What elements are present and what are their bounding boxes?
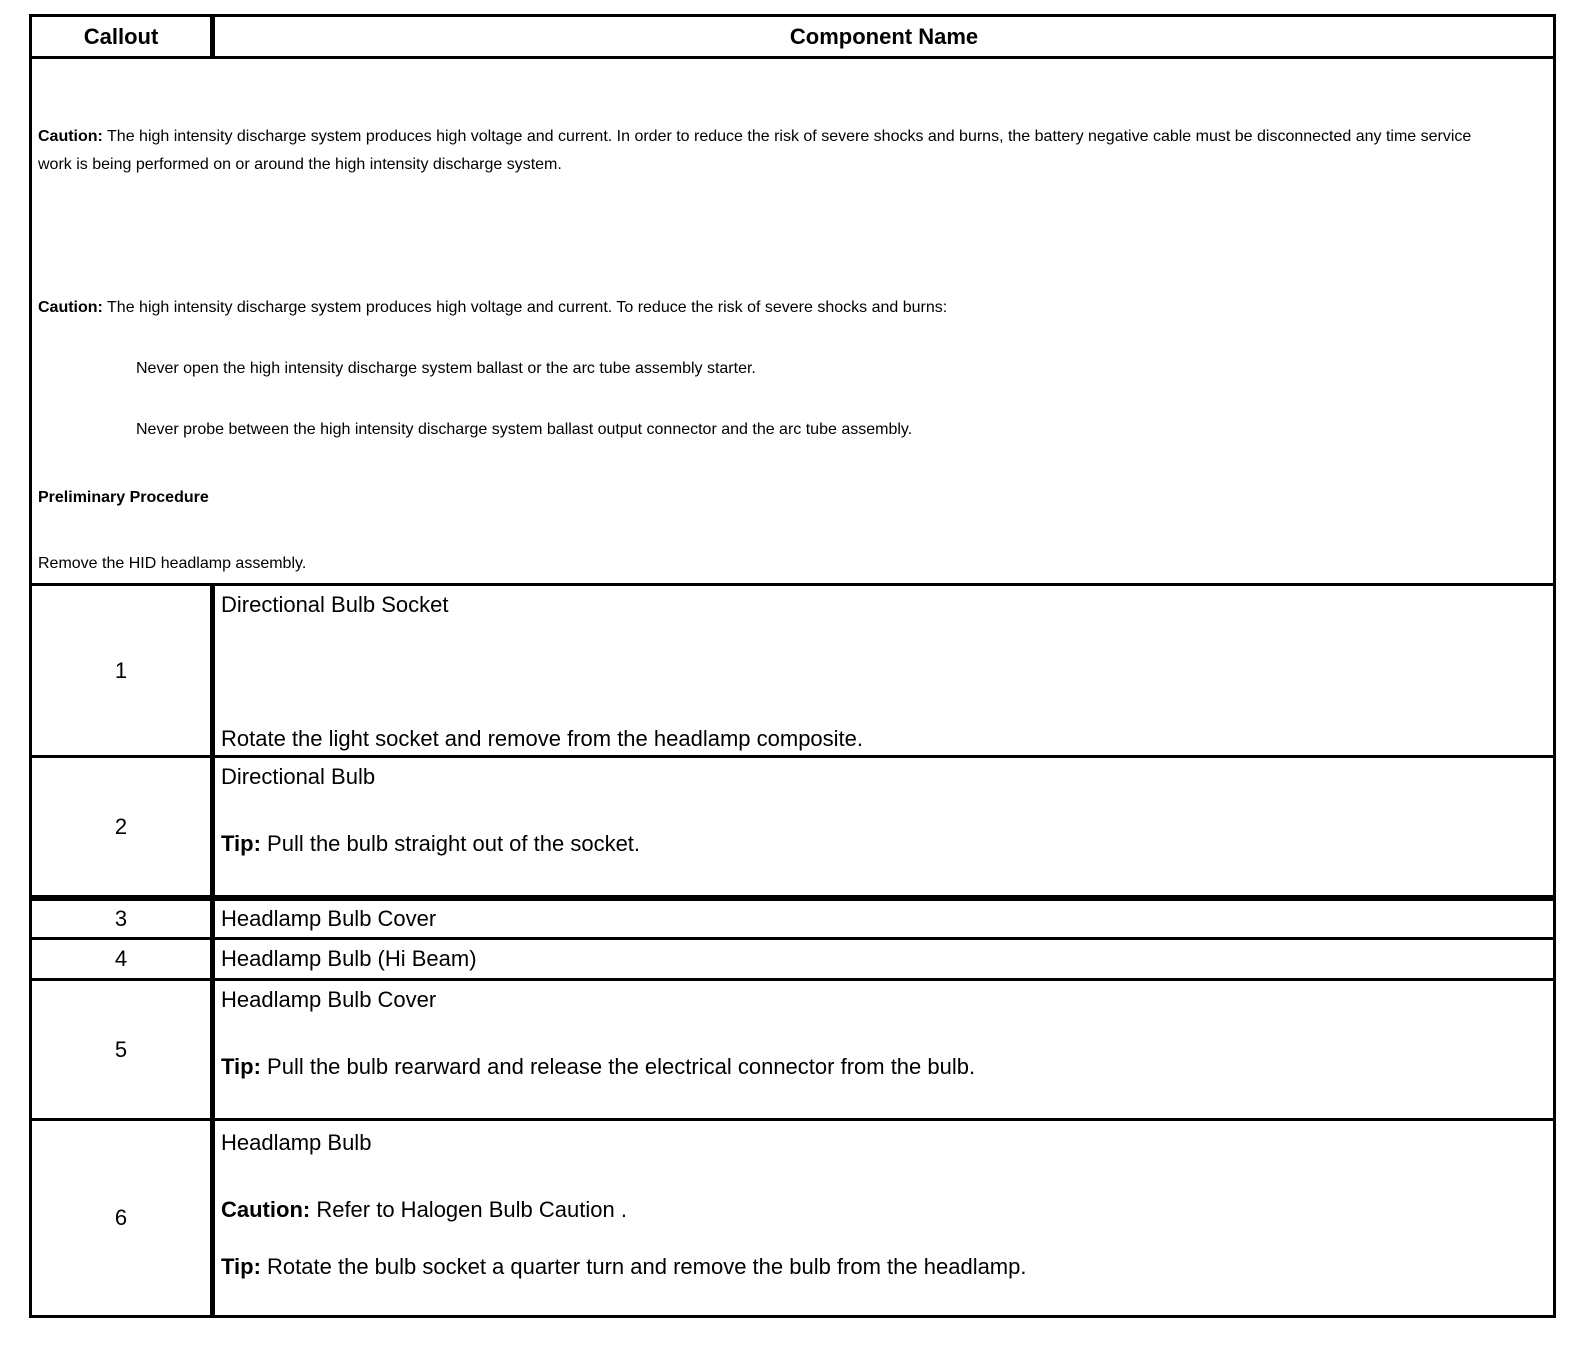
- component-name: Headlamp Bulb Cover: [221, 987, 437, 1012]
- tip-text: Rotate the bulb socket a quarter turn and remove the bulb from the headlamp.: [260, 1254, 1027, 1279]
- callout-number: 1: [32, 586, 215, 755]
- table-row: [29, 937, 1556, 981]
- callout-number: 6: [32, 1121, 215, 1315]
- caution-text: The high intensity discharge system produces high voltage and current. To reduce the risk of severe shocks and burns:: [102, 299, 948, 316]
- caution-paragraph-2: [38, 294, 947, 322]
- callout-number: 5: [32, 981, 215, 1118]
- tip-text: Pull the bulb straight out of the socket.: [260, 831, 641, 856]
- tip-label: Tip:: [221, 831, 261, 856]
- caution-label: Caution:: [38, 128, 103, 145]
- preliminary-procedure-heading: Preliminary Procedure: [38, 489, 209, 506]
- component-name: Directional Bulb: [221, 764, 376, 789]
- table-header: [29, 14, 1556, 59]
- table-row: [29, 755, 1556, 898]
- component-note: Rotate the light socket and remove from the headlamp composite.: [221, 726, 864, 751]
- component-name: Headlamp Bulb Cover: [221, 906, 437, 931]
- caution-bullet-2: Never probe between the high intensity discharge system ballast output connector and the arc tube assembly.: [136, 421, 913, 438]
- caution-text: Refer to Halogen Bulb Caution .: [310, 1197, 627, 1222]
- tip-paragraph: [221, 1053, 975, 1081]
- table-row: [29, 978, 1556, 1121]
- caution-paragraph-1: [38, 123, 1493, 179]
- component-cell: [215, 940, 1553, 978]
- caution-label: Caution:: [221, 1197, 311, 1222]
- component-name: Headlamp Bulb: [221, 1130, 372, 1155]
- tip-paragraph: [221, 830, 640, 858]
- component-cell: [215, 586, 1553, 755]
- tip-label: Tip:: [221, 1054, 261, 1079]
- component-name-column-header: Component Name: [789, 23, 979, 49]
- caution-text: The high intensity discharge system produces high voltage and current. In order to reduce the risk of severe shocks and burns, the battery negative cable must be disconnected any time service work is being performed on or around the high intensity discharge system.: [38, 128, 1472, 173]
- callout-column-header: Callout: [32, 17, 215, 56]
- callout-number: 2: [32, 758, 215, 895]
- tip-text: Pull the bulb rearward and release the electrical connector from the bulb.: [260, 1054, 976, 1079]
- callout-number: 4: [32, 940, 215, 978]
- table-row: [29, 583, 1556, 758]
- intro-block: [29, 56, 1556, 586]
- component-name: Headlamp Bulb (Hi Beam): [221, 946, 477, 971]
- caution-paragraph: [221, 1196, 627, 1224]
- caution-bullet-1: Never open the high intensity discharge system ballast or the arc tube assembly starter.: [136, 360, 756, 377]
- caution-label: Caution:: [38, 299, 103, 316]
- preliminary-procedure-step: Remove the HID headlamp assembly.: [38, 555, 307, 572]
- table-row: [29, 898, 1556, 940]
- tip-label: Tip:: [221, 1254, 261, 1279]
- tip-paragraph: [221, 1253, 1027, 1281]
- component-cell: [215, 1121, 1553, 1315]
- table-row: [29, 1118, 1556, 1318]
- component-name: Directional Bulb Socket: [221, 592, 449, 617]
- callout-number: 3: [32, 901, 215, 937]
- component-cell: [215, 901, 1553, 937]
- component-cell: [215, 981, 1553, 1118]
- component-cell: [215, 758, 1553, 895]
